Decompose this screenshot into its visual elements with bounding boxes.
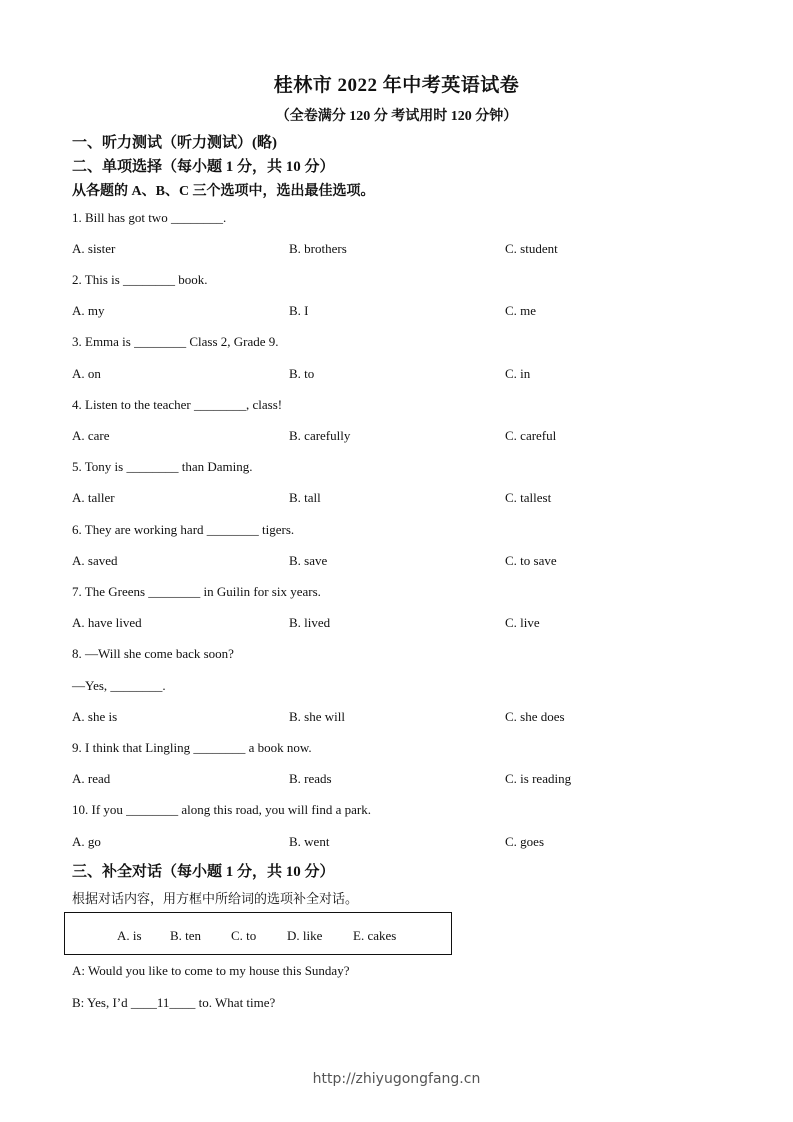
question-10-option-a: A. go xyxy=(72,834,101,849)
question-6-stem: 6. They are working hard ________ tigers. xyxy=(72,522,295,537)
question-5-option-a: A. taller xyxy=(72,490,115,505)
box-option-e: E. cakes xyxy=(353,928,397,943)
box-option-b: B. ten xyxy=(170,928,202,943)
dialogue-blank-11: ____11____ xyxy=(130,995,196,1010)
question-5-stem: 5. Tony is ________ than Daming. xyxy=(72,459,253,474)
section-2-heading: 二、单项选择（每小题 1 分，共 10 分） xyxy=(72,159,335,175)
box-option-a: A. is xyxy=(117,928,142,943)
question-1-option-a: A. sister xyxy=(72,241,116,256)
question-7-option-a: A. have lived xyxy=(72,615,142,630)
question-9-option-c: C. is reading xyxy=(505,771,572,786)
question-8-option-b: B. she will xyxy=(289,709,345,724)
question-3-option-a: A. on xyxy=(72,366,101,381)
footer-url: http://zhiyugongfang.cn xyxy=(312,1071,481,1087)
section-3-heading: 三、补全对话（每小题 1 分，共 10 分） xyxy=(72,864,335,880)
question-3-option-c: C. in xyxy=(505,366,531,381)
section-3-instruction: 根据对话内容，用方框中所给词的选项补全对话。 xyxy=(72,891,359,906)
question-8-option-c: C. she does xyxy=(505,709,565,724)
dialogue-line-b xyxy=(72,995,275,1011)
question-5-option-c: C. tallest xyxy=(505,490,552,505)
question-6-option-a: A. saved xyxy=(72,553,118,568)
exam-subtitle: （全卷满分 120 分 考试用时 120 分钟） xyxy=(275,109,518,124)
question-1-option-b: B. brothers xyxy=(289,241,347,256)
question-10-stem: 10. If you ________ along this road, you will find a park. xyxy=(72,802,371,817)
question-2-stem: 2. This is ________ book. xyxy=(72,272,208,287)
box-option-d: D. like xyxy=(287,928,323,943)
question-2-option-c: C. me xyxy=(505,303,537,318)
question-8-stem: 8. —Will she come back soon? xyxy=(72,646,234,661)
question-3-stem: 3. Emma is ________ Class 2, Grade 9. xyxy=(72,334,279,349)
question-10-option-b: B. went xyxy=(289,834,330,849)
dialogue-line-b-prefix: B: Yes, I’d xyxy=(72,995,131,1010)
question-1-option-c: C. student xyxy=(505,241,558,256)
question-9-option-b: B. reads xyxy=(289,771,332,786)
question-9-stem: 9. I think that Lingling ________ a book now. xyxy=(72,740,312,755)
question-4-option-c: C. careful xyxy=(505,428,557,443)
question-4-stem: 4. Listen to the teacher ________, class! xyxy=(72,397,283,412)
question-7-option-c: C. live xyxy=(505,615,540,630)
question-7-stem: 7. The Greens ________ in Guilin for six years. xyxy=(72,584,321,599)
box-option-c: C. to xyxy=(231,928,257,943)
question-5-option-b: B. tall xyxy=(289,490,321,505)
question-10-option-c: C. goes xyxy=(505,834,544,849)
question-6-option-c: C. to save xyxy=(505,553,557,568)
question-2-option-a: A. my xyxy=(72,303,105,318)
question-8-response: —Yes, ________. xyxy=(72,678,166,693)
section-1-heading: 一、听力测试（听力测试）(略) xyxy=(72,135,277,151)
question-4-option-a: A. care xyxy=(72,428,110,443)
question-7-option-b: B. lived xyxy=(289,615,331,630)
question-3-option-b: B. to xyxy=(289,366,315,381)
question-6-option-b: B. save xyxy=(289,553,328,568)
question-8-option-a: A. she is xyxy=(72,709,118,724)
question-1-stem: 1. Bill has got two ________. xyxy=(72,210,227,225)
question-9-option-a: A. read xyxy=(72,771,111,786)
section-2-instruction: 从各题的 A、B、C 三个选项中，选出最佳选项。 xyxy=(72,184,375,199)
question-2-option-b: B. I xyxy=(289,303,309,318)
dialogue-line-a: A: Would you like to come to my house this Sunday? xyxy=(72,963,350,978)
dialogue-line-b-suffix: to. What time? xyxy=(195,995,276,1010)
word-option-box xyxy=(64,912,452,955)
exam-title: 桂林市 2022 年中考英语试卷 xyxy=(273,75,520,96)
question-4-option-b: B. carefully xyxy=(289,428,351,443)
